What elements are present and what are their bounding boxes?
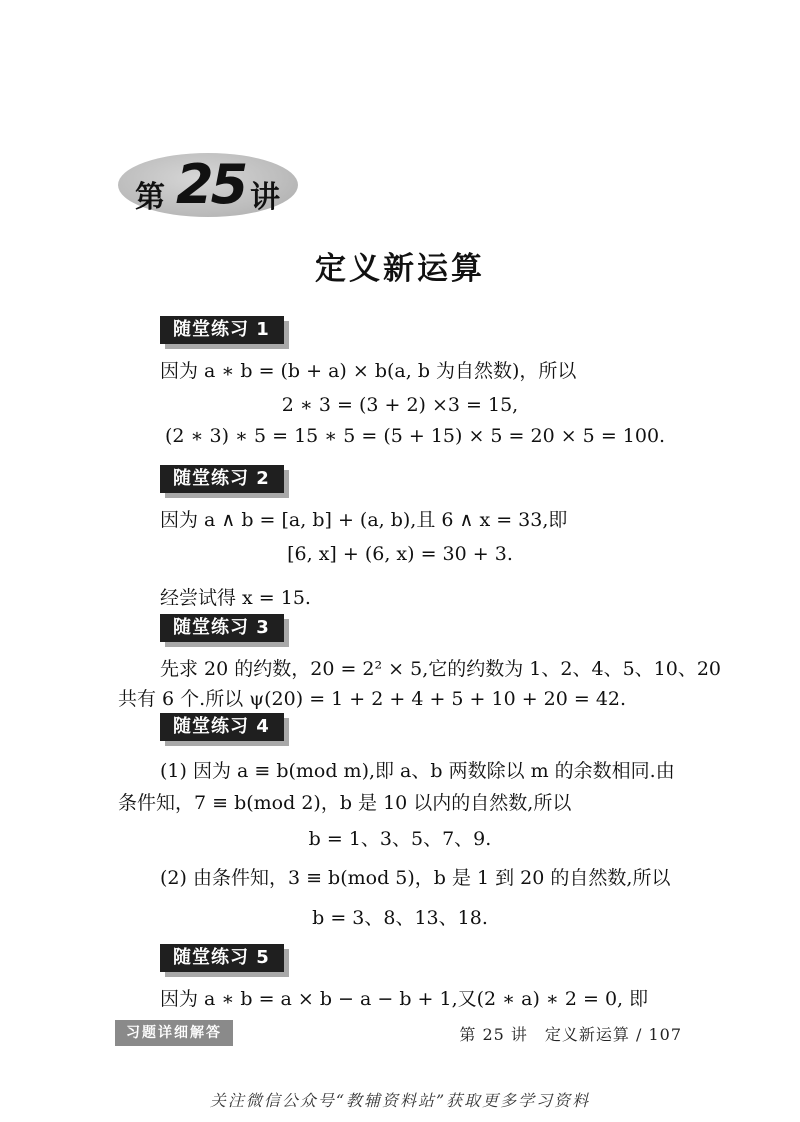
section-1-equation-1: 2 ∗ 3 = (3 + 2) ×3 = 15, (281, 394, 519, 416)
section-label-3: 随堂练习 3 (160, 614, 284, 642)
lecture-prefix: 第 (135, 180, 165, 215)
lecture-number: 25 (176, 153, 246, 216)
section-3-line-2: 共有 6 个.所以 ψ(20) = 1 + 2 + 4 + 5 + 10 + 20 = 42. (118, 688, 627, 710)
lecture-suffix: 讲 (250, 180, 280, 215)
section-label-4: 随堂练习 4 (160, 713, 284, 741)
section-label-1: 随堂练习 1 (160, 316, 284, 344)
section-1-equation-2: (2 ∗ 3) ∗ 5 = 15 ∗ 5 = (5 + 15) × 5 = 20 × 5 = 100. (165, 425, 666, 447)
watermark-text: 关注微信公众号“教辅资料站”获取更多学习资料 (209, 1091, 591, 1110)
section-2-equation-1: [6, x] + (6, x) = 30 + 3. (287, 543, 513, 565)
section-label-2: 随堂练习 2 (160, 465, 284, 493)
footer-tag: 习题详细解答 (115, 1020, 233, 1046)
chapter-title: 定义新运算 (315, 251, 485, 287)
section-label-5: 随堂练习 5 (160, 944, 284, 972)
section-1-line-1: 因为 a ∗ b = (b + a) × b(a, b 为自然数)，所以 (160, 360, 577, 382)
section-3-line-1: 先求 20 的约数，20 = 2² × 5,它的约数为 1、2、4、5、10、20 (160, 658, 722, 680)
section-5-line-1: 因为 a ∗ b = a × b − a − b + 1,又(2 ∗ a) ∗ 2 = 0, 即 (160, 988, 649, 1010)
section-4-line-1: (1) 因为 a ≡ b(mod m),即 a、b 两数除以 m 的余数相同.由 (160, 760, 675, 782)
section-4-line-3: (2) 由条件知，3 ≡ b(mod 5)，b 是 1 到 20 的自然数,所以 (160, 867, 671, 889)
section-4-equation-2: b = 3、8、13、18. (312, 907, 488, 929)
running-title: 第 25 讲 定义新运算 / 107 (459, 1025, 682, 1044)
section-4-line-2: 条件知，7 ≡ b(mod 2)，b 是 10 以内的自然数,所以 (118, 792, 572, 814)
section-2-line-1: 因为 a ∧ b = [a, b] + (a, b),且 6 ∧ x = 33,即 (160, 509, 568, 531)
section-4-equation-1: b = 1、3、5、7、9. (308, 828, 492, 850)
section-2-line-2: 经尝试得 x = 15. (160, 587, 311, 609)
